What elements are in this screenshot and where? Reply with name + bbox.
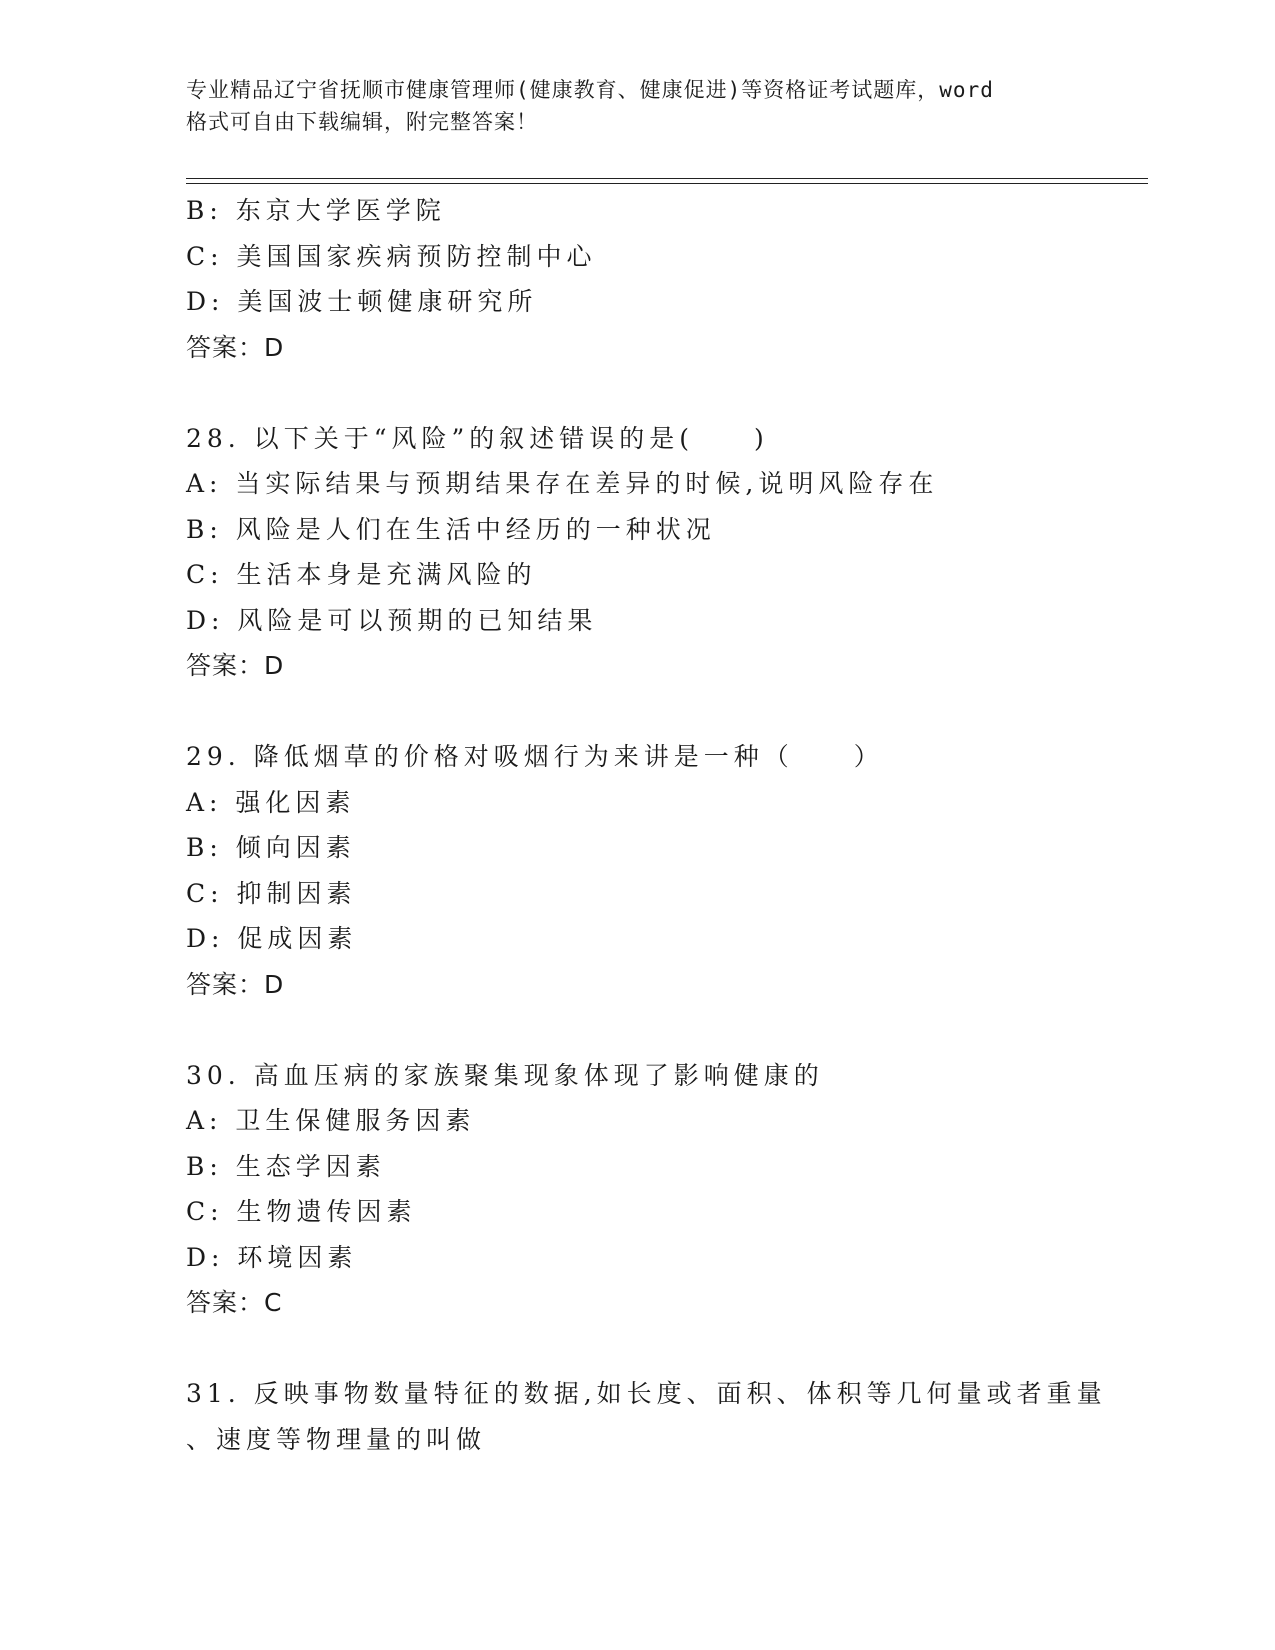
question-list: [186, 188, 1107, 1462]
question-29: [186, 734, 1086, 1007]
answer: 答案：D: [186, 969, 285, 999]
option-b: B: 东京大学医学院: [186, 196, 446, 225]
header-line-2: 格式可自由下载编辑，附完整答案！: [186, 110, 538, 134]
prev-question: [186, 188, 1086, 370]
option-d: D: 风险是可以预期的已知结果: [186, 605, 598, 635]
header-line-1: 专业精品辽宁省抚顺市健康管理师(健康教育、健康促进)等资格证考试题库，word: [186, 78, 994, 102]
question-title-line-2: 、速度等物理量的叫做: [186, 1424, 487, 1454]
option-c: C: 美国国家疾病预防控制中心: [186, 241, 597, 271]
option-c: C: 生物遗传因素: [186, 1197, 417, 1226]
question-title-line-1: 31. 反映事物数量特征的数据,如长度、面积、体积等几何量或者重量: [186, 1379, 1107, 1408]
question-30: [186, 1053, 1086, 1326]
header-rule-top: [186, 178, 1148, 179]
option-a: A: 强化因素: [186, 787, 356, 817]
answer: 答案：D: [186, 651, 285, 680]
option-c: C: 生活本身是充满风险的: [186, 560, 537, 589]
question-title: 28. 以下关于“风险”的叙述错误的是( ): [186, 423, 769, 453]
question-28: [186, 416, 1086, 689]
option-d: D: 环境因素: [186, 1242, 358, 1272]
option-d: D: 促成因素: [186, 924, 358, 953]
option-a: A: 卫生保健服务因素: [186, 1106, 476, 1135]
question-title: 30. 高血压病的家族聚集现象体现了影响健康的: [186, 1060, 824, 1090]
option-a: A: 当实际结果与预期结果存在差异的时候,说明风险存在: [186, 469, 939, 498]
option-b: B: 生态学因素: [186, 1151, 386, 1181]
option-c: C: 抑制因素: [186, 878, 357, 908]
question-31: [186, 1371, 1107, 1462]
option-b: B: 风险是人们在生活中经历的一种状况: [186, 514, 716, 544]
document-header: [186, 74, 1086, 138]
answer: 答案：D: [186, 332, 285, 362]
answer: 答案：C: [186, 1288, 283, 1317]
option-d: D: 美国波士顿健康研究所: [186, 287, 538, 316]
question-title: 29. 降低烟草的价格对吸烟行为来讲是一种（ ）: [186, 742, 884, 771]
header-rule-bottom: [186, 183, 1148, 184]
option-b: B: 倾向因素: [186, 833, 356, 862]
